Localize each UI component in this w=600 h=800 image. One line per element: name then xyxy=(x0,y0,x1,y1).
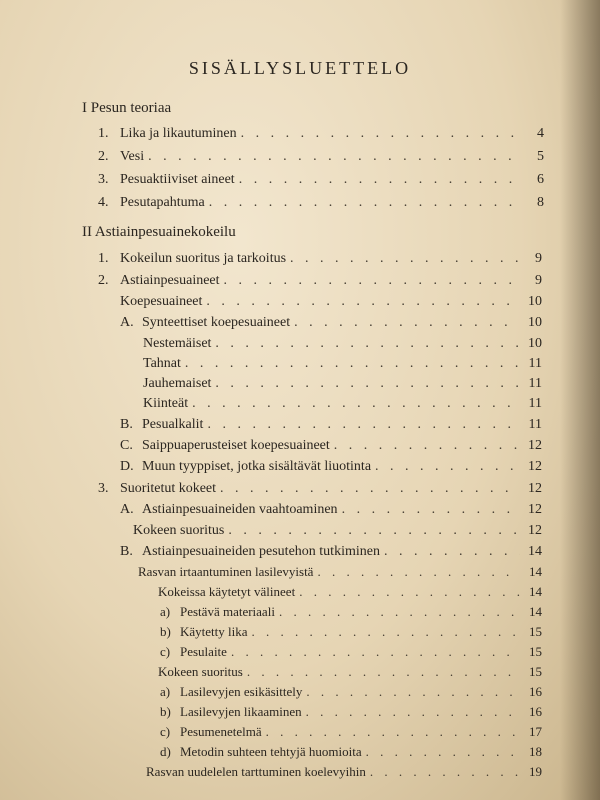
page-number: 16 xyxy=(529,684,542,699)
toc-entry xyxy=(120,459,542,475)
entry-title: Kiinteät xyxy=(143,396,189,411)
toc-entry xyxy=(133,523,542,539)
entry-number: d) xyxy=(160,744,171,759)
entry-title: Suoritetut kokeet xyxy=(120,481,217,496)
entry-title: Pesulaite xyxy=(180,644,227,659)
dot-leader xyxy=(185,356,520,372)
page-number: 12 xyxy=(528,523,542,538)
page-number: 15 xyxy=(529,664,542,679)
entry-title: Kokeen suoritus xyxy=(133,523,225,538)
dot-leader xyxy=(231,644,520,660)
dot-leader xyxy=(252,624,520,640)
page-number: 11 xyxy=(528,396,542,411)
toc-entry xyxy=(120,502,542,518)
toc-entry xyxy=(120,438,542,454)
toc-entry xyxy=(98,149,544,165)
entry-number: 1. xyxy=(98,251,109,266)
page-number: 5 xyxy=(537,149,544,164)
page-number: 16 xyxy=(529,704,542,719)
toc-entry xyxy=(98,126,544,142)
dot-leader xyxy=(224,273,520,289)
toc-entry xyxy=(143,396,542,412)
entry-title: Lasilevyjen esikäsittely xyxy=(180,684,303,699)
entry-number: 3. xyxy=(98,172,109,187)
entry-title: Rasvan uudelelen tarttuminen koelevyihin xyxy=(146,764,366,779)
toc-entry xyxy=(143,336,542,352)
entry-title: Astiainpesuaineiden pesutehon tutkiminen xyxy=(142,544,380,559)
page-title: SISÄLLYSLUETTELO xyxy=(188,58,412,78)
page-number: 12 xyxy=(528,502,542,517)
part-heading: I Pesun teoriaa xyxy=(82,100,172,116)
entry-title: Metodin suhteen tehtyjä huomioita xyxy=(180,744,362,759)
dot-leader xyxy=(266,724,520,740)
entry-title: Jauhemaiset xyxy=(143,376,212,391)
toc-entry xyxy=(120,294,542,310)
entry-title: Muun tyyppiset, jotka sisältävät liuotinta xyxy=(142,459,372,474)
page-number: 14 xyxy=(528,544,542,559)
toc-entry xyxy=(98,481,542,497)
toc-entry xyxy=(98,273,542,289)
page-number: 12 xyxy=(528,459,542,474)
page-number: 14 xyxy=(529,564,542,579)
page-number: 4 xyxy=(537,126,544,141)
dot-leader xyxy=(334,438,520,454)
dot-leader xyxy=(192,396,520,412)
page-number: 9 xyxy=(535,251,542,266)
dot-leader xyxy=(306,684,520,700)
page-number: 10 xyxy=(528,294,542,309)
toc-entry xyxy=(138,564,542,580)
toc-entry xyxy=(160,604,542,620)
page-number: 8 xyxy=(537,195,544,210)
entry-title: Rasvan irtaantuminen lasilevyistä xyxy=(138,564,314,579)
toc-entry xyxy=(146,764,542,780)
page-number: 12 xyxy=(528,438,542,453)
entry-title: Kokeissa käytetyt välineet xyxy=(158,584,296,599)
toc-entry xyxy=(158,584,542,600)
toc-entry xyxy=(160,624,542,640)
dot-leader xyxy=(241,126,522,142)
entry-number: c) xyxy=(160,644,171,659)
entry-number: a) xyxy=(160,604,171,619)
entry-number: a) xyxy=(160,684,171,699)
entry-title: Astiainpesuaineiden vaahtoaminen xyxy=(142,502,338,517)
entry-number: b) xyxy=(160,704,171,719)
entry-title: Astiainpesuaineet xyxy=(120,273,220,288)
entry-number: c) xyxy=(160,724,171,739)
page-number: 14 xyxy=(529,604,542,619)
page-number: 14 xyxy=(529,584,542,599)
page-number: 15 xyxy=(529,644,542,659)
entry-number: C. xyxy=(120,438,133,453)
page-number: 11 xyxy=(528,417,542,432)
entry-title: Pestävä materiaali xyxy=(180,604,275,619)
entry-title: Lasilevyjen likaaminen xyxy=(180,704,302,719)
entry-number: 2. xyxy=(98,273,109,288)
entry-title: Lika ja likautuminen xyxy=(120,126,237,141)
dot-leader xyxy=(317,564,520,580)
page-number: 11 xyxy=(528,356,542,371)
dot-leader xyxy=(247,664,520,680)
entry-number: B. xyxy=(120,417,133,432)
dot-leader xyxy=(342,502,520,518)
toc-entry xyxy=(143,356,542,372)
entry-number: D. xyxy=(120,459,134,474)
part-heading: II Astiainpesuainekokeilu xyxy=(82,224,236,240)
page-number: 15 xyxy=(529,624,542,639)
dot-leader xyxy=(206,294,520,310)
dot-leader xyxy=(209,195,522,211)
entry-title: Kokeen suoritus xyxy=(158,664,243,679)
dot-leader xyxy=(306,704,520,720)
entry-number: b) xyxy=(160,624,171,639)
entry-number: 4. xyxy=(98,195,109,210)
toc-entry xyxy=(160,704,542,720)
page-number: 9 xyxy=(535,273,542,288)
page-number: 10 xyxy=(528,336,542,351)
page-number: 18 xyxy=(529,744,542,759)
dot-leader xyxy=(228,523,520,539)
entry-title: Pesuaktiiviset aineet xyxy=(120,172,235,187)
dot-leader xyxy=(294,315,520,331)
dot-leader xyxy=(370,764,520,780)
toc-entry xyxy=(143,376,542,392)
toc-entry xyxy=(120,315,542,331)
page-number: 12 xyxy=(528,481,542,496)
dot-leader xyxy=(220,481,520,497)
toc-entry xyxy=(98,251,542,267)
entry-number: 2. xyxy=(98,149,109,164)
entry-title: Pesutapahtuma xyxy=(120,195,205,210)
dot-leader xyxy=(384,544,520,560)
entry-title: Kokeilun suoritus ja tarkoitus xyxy=(120,251,287,266)
dot-leader xyxy=(279,604,520,620)
dot-leader xyxy=(148,149,522,165)
page-number: 11 xyxy=(528,376,542,391)
entry-number: B. xyxy=(120,544,133,559)
entry-title: Nestemäiset xyxy=(143,336,212,351)
entry-number: 3. xyxy=(98,481,109,496)
entry-title: Pesumenetelmä xyxy=(180,724,262,739)
toc-entry xyxy=(98,195,544,211)
dot-leader xyxy=(290,251,520,267)
entry-number: A. xyxy=(120,315,134,330)
page-number: 10 xyxy=(528,315,542,330)
entry-title: Tahnat xyxy=(143,356,181,371)
toc-entry xyxy=(158,664,542,680)
entry-title: Koepesuaineet xyxy=(120,294,203,309)
toc-entry xyxy=(160,644,542,660)
toc-entry xyxy=(120,417,542,433)
dot-leader xyxy=(215,376,520,392)
entry-title: Pesualkalit xyxy=(142,417,204,432)
dot-leader xyxy=(366,744,520,760)
dot-leader xyxy=(215,336,520,352)
entry-title: Saippuaperusteiset koepesuaineet xyxy=(142,438,330,453)
dot-leader xyxy=(239,172,522,188)
page-number: 6 xyxy=(537,172,544,187)
page-number: 19 xyxy=(529,764,542,779)
toc-entry xyxy=(98,172,544,188)
toc-entry xyxy=(160,744,542,760)
entry-title: Käytetty lika xyxy=(180,624,248,639)
dot-leader xyxy=(299,584,520,600)
dot-leader xyxy=(375,459,520,475)
toc-entry xyxy=(120,544,542,560)
entry-title: Vesi xyxy=(120,149,145,164)
page-number: 17 xyxy=(529,724,542,739)
entry-title: Synteettiset koepesuaineet xyxy=(142,315,291,330)
toc-entry xyxy=(160,724,542,740)
toc-entry xyxy=(160,684,542,700)
entry-number: 1. xyxy=(98,126,109,141)
entry-number: A. xyxy=(120,502,134,517)
dot-leader xyxy=(207,417,520,433)
